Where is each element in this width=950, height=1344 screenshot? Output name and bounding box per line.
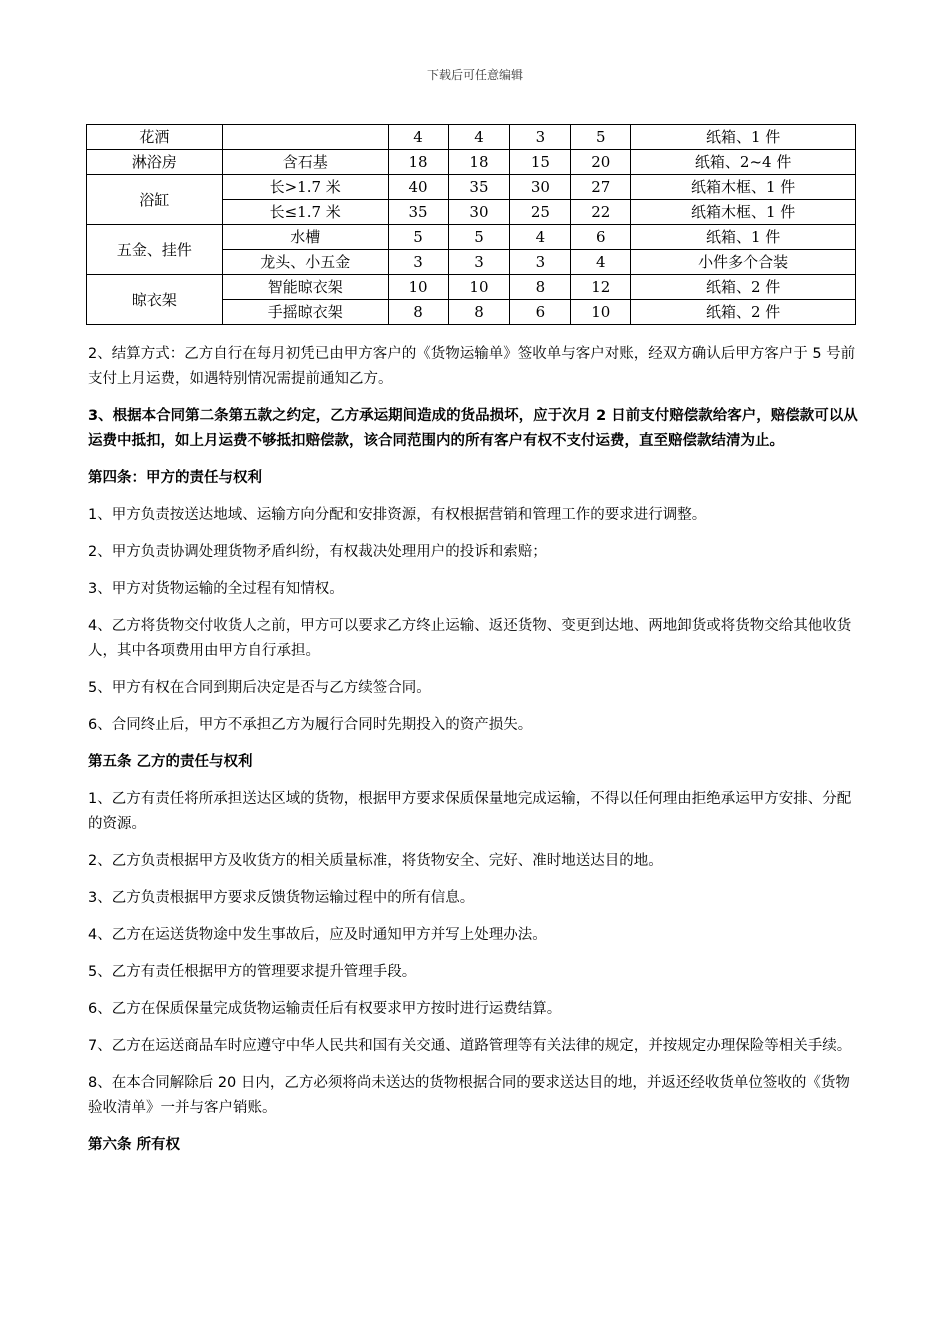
category-cell: 五金、挂件 [87,225,223,275]
article-4-item: 5、甲方有权在合同到期后决定是否与乙方续签合同。 [88,680,431,696]
subcategory-cell: 长≤1.7 米 [222,200,388,225]
value-cell: 6 [510,300,571,325]
value-cell: 3 [448,250,510,275]
article-4-item: 1、甲方负责按送达地域、运输方向分配和安排资源，有权根据营销和管理工作的要求进行调整。 [88,507,707,523]
value-cell: 12 [571,275,631,300]
table-row [87,225,856,250]
article-5-title: 第五条 乙方的责任与权利 [88,754,253,770]
article-4-item: 3、甲方对货物运输的全过程有知情权。 [88,581,344,597]
value-cell: 27 [571,175,631,200]
article-4-item: 2、甲方负责协调处理货物矛盾纠纷，有权裁决处理用户的投诉和索赔； [88,544,547,560]
article-4-title: 第四条：甲方的责任与权利 [88,470,262,486]
category-cell: 晾衣架 [87,275,223,325]
settlement-paragraph: 2、结算方式：乙方自行在每月初凭已由甲方客户的《货物运输单》签收单与客户对账，经双方确认后甲方客户于 5 号前支付上月运费，如遇特别情况需提前通知乙方。 [88,346,856,387]
article-4-item: 4、乙方将货物交付收货人之前，甲方可以要求乙方终止运输、返还货物、变更到达地、两地卸货或将货物交给其他收货人，其中各项费用由甲方自行承担。 [88,618,852,659]
value-cell: 30 [510,175,571,200]
article-5-item: 6、乙方在保质保量完成货物运输责任后有权要求甲方按时进行运费结算。 [88,1001,562,1017]
value-cell: 4 [448,125,510,150]
value-cell: 20 [571,150,631,175]
subcategory-cell: 水槽 [222,225,388,250]
value-cell: 35 [388,200,448,225]
value-cell: 18 [388,150,448,175]
value-cell: 8 [388,300,448,325]
subcategory-cell: 智能晾衣架 [222,275,388,300]
subcategory-cell: 长>1.7 米 [222,175,388,200]
category-cell: 浴缸 [87,175,223,225]
article-6-title: 第六条 所有权 [88,1137,181,1153]
table-row [87,275,856,300]
value-cell: 5 [571,125,631,150]
value-cell: 40 [388,175,448,200]
value-cell: 8 [448,300,510,325]
article-5-item: 5、乙方有责任根据甲方的管理要求提升管理手段。 [88,964,417,980]
value-cell: 8 [510,275,571,300]
article-5-item: 2、乙方负责根据甲方及收货方的相关质量标准，将货物安全、完好、准时地送达目的地。 [88,853,663,869]
compensation-paragraph: 3、根据本合同第二条第五款之约定，乙方承运期间造成的货品损坏，应于次月 2 日前支付赔偿款给客户，赔偿款可以从运费中抵扣，如上月运费不够抵扣赔偿款，该合同范围内的所有客户有权不支付运费，直至赔偿款结清为止。 [88,408,858,449]
packaging-cell: 小件多个合装 [631,250,856,275]
article-4-item: 6、合同终止后，甲方不承担乙方为履行合同时先期投入的资产损失。 [88,717,533,733]
subcategory-cell: 龙头、小五金 [222,250,388,275]
value-cell: 3 [510,125,571,150]
subcategory-cell [222,125,388,150]
value-cell: 4 [388,125,448,150]
value-cell: 10 [571,300,631,325]
value-cell: 6 [571,225,631,250]
article-5-item: 4、乙方在运送货物途中发生事故后，应及时通知甲方并写上处理办法。 [88,927,547,943]
packaging-cell: 纸箱、1 件 [631,125,856,150]
packaging-cell: 纸箱、2~4 件 [631,150,856,175]
value-cell: 18 [448,150,510,175]
packaging-cell: 纸箱木框、1 件 [631,175,856,200]
value-cell: 22 [571,200,631,225]
value-cell: 3 [510,250,571,275]
article-5-item: 1、乙方有责任将所承担送达区域的货物，根据甲方要求保质保量地完成运输，不得以任何理由拒绝承运甲方安排、分配的资源。 [88,791,852,832]
category-cell: 淋浴房 [87,150,223,175]
article-5-item: 7、乙方在运送商品车时应遵守中华人民共和国有关交通、道路管理等有关法律的规定，并按规定办理保险等相关手续。 [88,1038,852,1054]
table-row [87,175,856,200]
packaging-cell: 纸箱木框、1 件 [631,200,856,225]
value-cell: 30 [448,200,510,225]
packaging-cell: 纸箱、2 件 [631,275,856,300]
table-row [87,150,856,175]
contract-body [88,342,863,1170]
value-cell: 5 [388,225,448,250]
value-cell: 15 [510,150,571,175]
article-5-item: 8、在本合同解除后 20 日内，乙方必须将尚未送达的货物根据合同的要求送达目的地，并返还经收货单位签收的《货物验收清单》一并与客户销账。 [88,1075,850,1116]
table-row [87,125,856,150]
packaging-cell: 纸箱、2 件 [631,300,856,325]
value-cell: 4 [571,250,631,275]
value-cell: 25 [510,200,571,225]
value-cell: 3 [388,250,448,275]
subcategory-cell: 手摇晾衣架 [222,300,388,325]
value-cell: 10 [388,275,448,300]
category-cell: 花洒 [87,125,223,150]
freight-rate-table [86,124,856,325]
value-cell: 5 [448,225,510,250]
subcategory-cell: 含石基 [222,150,388,175]
page-header: 下载后可任意编辑 [426,68,523,82]
article-5-item: 3、乙方负责根据甲方要求反馈货物运输过程中的所有信息。 [88,890,475,906]
value-cell: 4 [510,225,571,250]
packaging-cell: 纸箱、1 件 [631,225,856,250]
value-cell: 35 [448,175,510,200]
value-cell: 10 [448,275,510,300]
